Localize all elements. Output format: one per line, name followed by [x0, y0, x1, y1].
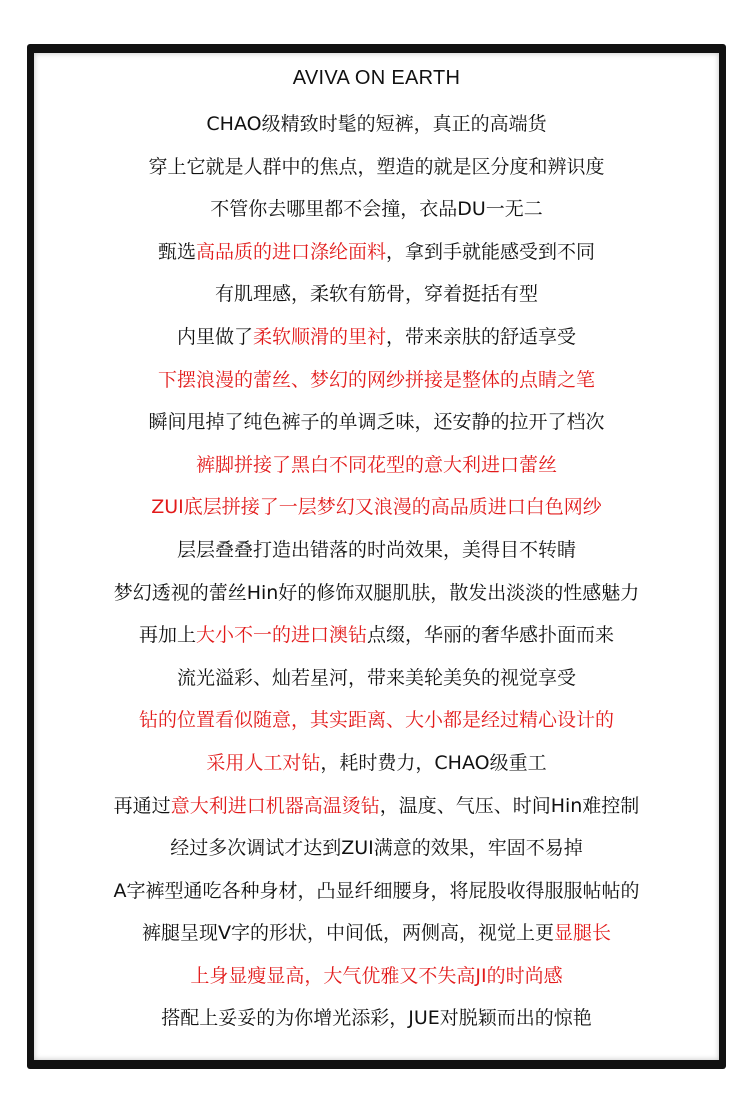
highlight-text: 上身显瘦显高，大气优雅又不失高JI的时尚感	[190, 964, 563, 987]
description-line	[34, 912, 719, 955]
description-line	[34, 273, 719, 316]
line-text: 再通过	[113, 794, 171, 817]
line-text: ，温度、气压、时间Hin难控制	[379, 794, 640, 817]
line-text: CHAO级精致时髦的短裤，真正的高端货	[206, 113, 547, 135]
line-text: A字裤型通吃各种身材，凸显纤细腰身，将屁股收得服服帖帖的	[113, 879, 640, 902]
line-text: ，带来亲肤的舒适享受	[386, 325, 577, 348]
description-line	[34, 146, 719, 189]
line-text: 层层叠叠打造出错落的时尚效果，美得目不转睛	[176, 538, 576, 561]
description-line	[34, 785, 719, 828]
line-text: ，拿到手就能感受到不同	[386, 240, 596, 263]
frame-right-edge	[719, 44, 726, 1069]
description-line	[34, 401, 719, 444]
line-text: 点缀，华丽的奢华感扑面而来	[367, 624, 615, 647]
highlight-text: 柔软顺滑的里衬	[252, 325, 386, 348]
description-line	[34, 231, 719, 274]
line-text: 不管你去哪里都不会撞，衣品DU一无二	[210, 198, 543, 221]
poster-content	[34, 55, 719, 1040]
description-line	[34, 742, 719, 785]
line-text: 流光溢彩、灿若星河，带来美轮美奂的视觉享受	[176, 666, 576, 689]
highlight-text: 钻的位置看似随意，其实距离、大小都是经过精心设计的	[138, 709, 614, 732]
description-line	[34, 827, 719, 870]
description-line	[34, 103, 719, 146]
description-line	[34, 955, 719, 998]
description-line	[34, 529, 719, 572]
highlight-text: 裤脚拼接了黑白不同花型的意大利进口蕾丝	[195, 453, 557, 476]
description-line	[34, 188, 719, 231]
line-text: 瞬间甩掉了纯色裤子的单调乏味，还安静的拉开了档次	[148, 411, 605, 434]
description-line	[34, 657, 719, 700]
description-lines	[34, 103, 719, 1040]
description-line	[34, 614, 719, 657]
description-line	[34, 997, 719, 1040]
line-text: 再加上	[138, 624, 196, 647]
highlight-text: 意大利进口机器高温烫钻	[170, 794, 380, 817]
line-text: 内里做了	[176, 325, 253, 348]
line-text: 甄选	[157, 240, 196, 263]
description-line	[34, 572, 719, 615]
description-line	[34, 486, 719, 529]
line-text: 裤腿呈现V字的形状，中间低，两侧高，视觉上更	[141, 922, 554, 945]
highlight-text: ZUI底层拼接了一层梦幻又浪漫的高品质进口白色网纱	[151, 496, 602, 519]
highlight-text: 下摆浪漫的蕾丝、梦幻的网纱拼接是整体的点睛之笔	[157, 368, 595, 391]
line-text: 穿上它就是人群中的焦点，塑造的就是区分度和辨识度	[148, 155, 605, 178]
description-line	[34, 359, 719, 402]
highlight-text: 大小不一的进口澳钻	[195, 624, 367, 647]
line-text: 经过多次调试才达到ZUI满意的效果，牢固不易掉	[170, 837, 583, 860]
description-line	[34, 316, 719, 359]
description-line	[34, 699, 719, 742]
line-text: 有肌理感，柔软有筋骨，穿着挺括有型	[214, 283, 538, 306]
poster-title: AVIVA ON EARTH	[292, 67, 461, 89]
highlight-text: 高品质的进口涤纶面料	[195, 240, 386, 263]
highlight-text: 采用人工对钻	[206, 751, 321, 774]
line-text: ，耗时费力，CHAO级重工	[320, 751, 547, 774]
description-line	[34, 444, 719, 487]
frame-left-edge	[27, 44, 34, 1069]
description-line	[34, 870, 719, 913]
line-text: 梦幻透视的蕾丝Hin好的修饰双腿肌肤，散发出淡淡的性感魅力	[113, 581, 640, 604]
line-text: 搭配上妥妥的为你增光添彩，JUE对脱颖而出的惊艳	[161, 1007, 592, 1030]
highlight-text: 显腿长	[553, 922, 611, 945]
